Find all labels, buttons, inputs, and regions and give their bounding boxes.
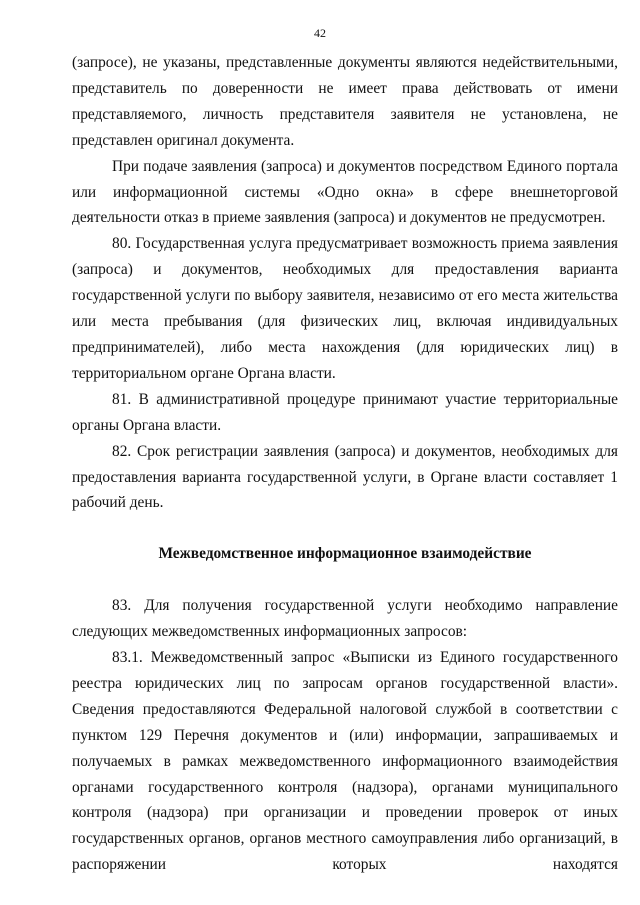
paragraph-rejection-reasons-continued: (запросе), не указаны, представленные документы являются недействительными, представитель по доверенности не имеет права действовать от имени представляемого, личность представителя заявителя не установлена, не представлен оригинал документа. bbox=[72, 54, 618, 149]
section-heading: Межведомственное информационное взаимодействие bbox=[158, 545, 532, 563]
paragraph-83: 83. Для получения государственной услуги необходимо направление следующих межведомственных информационных запросов: bbox=[72, 597, 618, 641]
paragraph-82: 82. Срок регистрации заявления (запроса) и документов, необходимых для предоставления варианта государственной услуги, в Органе власти составляет 1 рабочий день. bbox=[72, 442, 618, 512]
paragraph-83-1: 83.1. Межведомственный запрос «Выписки из Единого государственного реестра юридических лиц по запросам органов государственной власти». Сведения предоставляются Федеральной налоговой службой в соответствии с пунктом 129 Перечня документов и (или) информации, запрашиваемых и получаемых в рамках межведомственного информационного взаимодействия органами государственного контроля (надзора), органами муниципального контроля (надзора) при организации и проведении проверок от иных государственных органов, органов местного самоуправления либо организаций, в распоряжении которых находятся bbox=[72, 649, 618, 874]
paragraph-80: 80. Государственная услуга предусматривает возможность приема заявления (запроса) и документов, необходимых для предоставления варианта государственной услуги по выбору заявителя, независимо от его места жительства или места пребывания (для физических лиц, включая индивидуальных предпринимателей), либо места нахождения (для юридических лиц) в территориальном органе Органа власти. bbox=[72, 235, 618, 382]
paragraph-81: 81. В административной процедуре принимают участие территориальные органы Органа власти. bbox=[72, 390, 618, 434]
page-number: 42 bbox=[314, 26, 326, 40]
document-body bbox=[72, 50, 618, 878]
paragraph-portal-submission: При подаче заявления (запроса) и документов посредством Единого портала или информационной системы «Одно окна» в сфере внешнеторговой деятельности отказ в приеме заявления (запроса) и документов не предусмотрен. bbox=[72, 157, 618, 227]
